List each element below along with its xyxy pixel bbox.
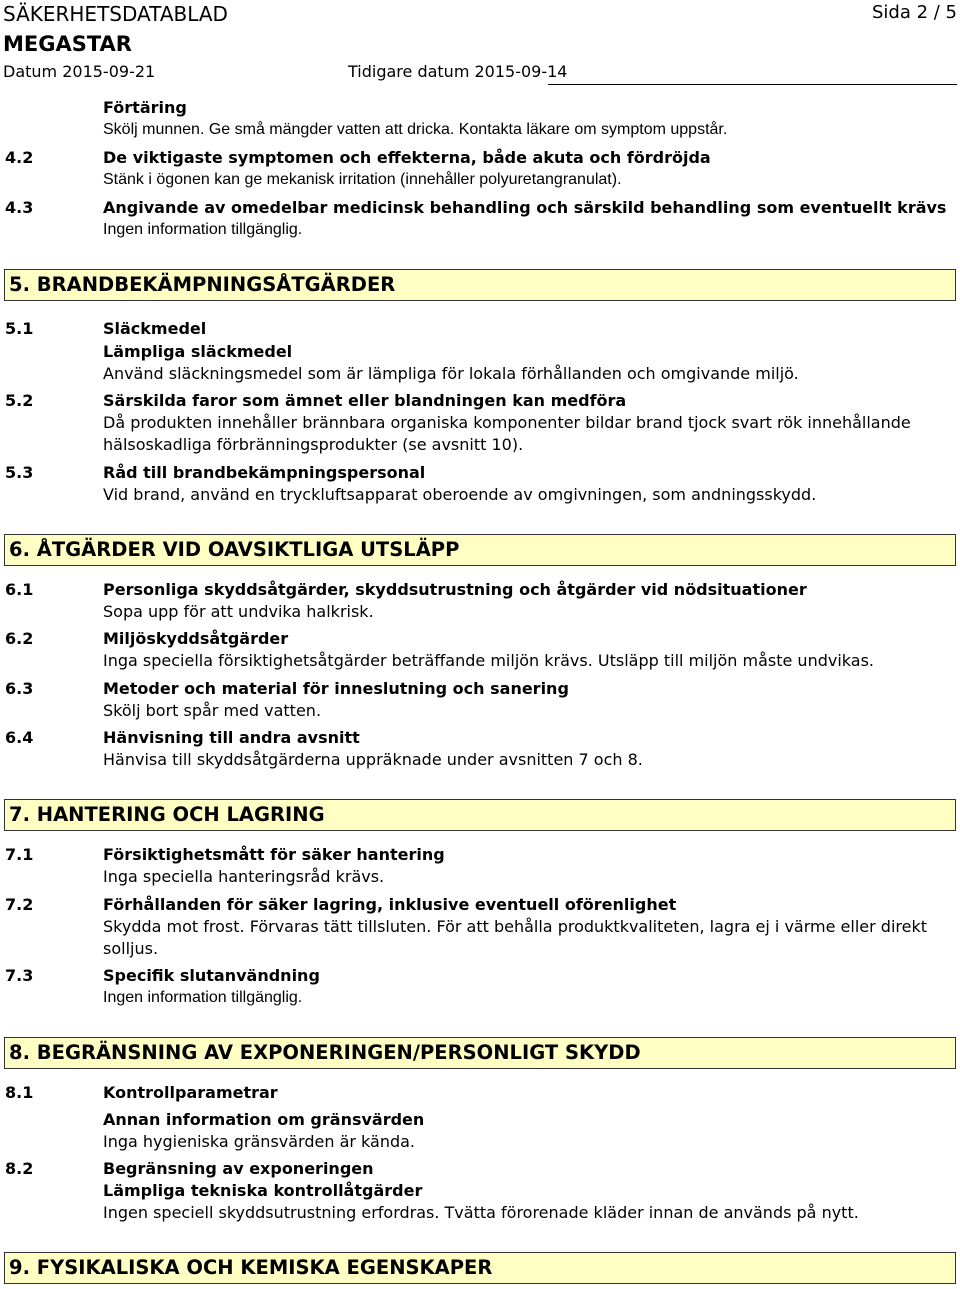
- subsection-text: Inga speciella försiktighetsåtgärder beträffande miljön krävs. Utsläpp till miljön måste undvikas.: [103, 651, 874, 670]
- subsection-number: 8.1: [5, 1083, 34, 1102]
- subsection-heading: Personliga skyddsåtgärder, skyddsutrustning och åtgärder vid nödsituationer: [103, 580, 807, 599]
- subsection-number: 8.2: [5, 1159, 34, 1178]
- subsection-heading: Förhållanden för säker lagring, inklusive eventuell oförenlighet: [103, 895, 677, 914]
- subsection-number: 6.2: [5, 629, 34, 648]
- subsection-heading: Råd till brandbekämpningspersonal: [103, 463, 426, 482]
- subsection-text: Sopa upp för att undvika halkrisk.: [103, 602, 374, 621]
- subsection-text: Använd släckningsmedel som är lämpliga för lokala förhållanden och omgivande miljö.: [103, 364, 799, 383]
- ingestion-heading: Förtäring: [103, 98, 187, 117]
- subsection-number: 6.1: [5, 580, 34, 599]
- subsection-heading: Miljöskyddsåtgärder: [103, 629, 289, 648]
- subsection-text: Ingen information tillgänglig.: [103, 221, 303, 238]
- document-title: SÄKERHETSDATABLAD: [3, 2, 228, 26]
- page-number: Sida 2 / 5: [871, 2, 957, 23]
- subsection-heading: Begränsning av exponeringen: [103, 1159, 374, 1178]
- subsection-text: Ingen speciell skyddsutrustning erfordras. Tvätta förorenade kläder innan de används på nytt.: [103, 1203, 859, 1222]
- subsection-number: 7.1: [5, 845, 34, 864]
- section-header: 9. FYSIKALISKA OCH KEMISKA EGENSKAPER: [4, 1252, 956, 1284]
- subsection-heading: Försiktighetsmått för säker hantering: [103, 845, 445, 864]
- section-header: 6. ÅTGÄRDER VID OAVSIKTLIGA UTSLÄPP: [4, 534, 956, 566]
- subsection-number: 5.3: [5, 463, 34, 482]
- subsection-number: 7.3: [5, 966, 34, 985]
- subsection-text: Inga hygieniska gränsvärden är kända.: [103, 1132, 416, 1151]
- subsection-number: 6.4: [5, 728, 34, 747]
- subsection-text: Hänvisa till skyddsåtgärderna uppräknade under avsnitten 7 och 8.: [103, 750, 643, 769]
- ingestion-text: Skölj munnen. Ge små mängder vatten att dricka. Kontakta läkare om symptom uppstår.: [103, 121, 728, 138]
- subsection-number: 4.3: [5, 198, 34, 217]
- product-name: MEGASTAR: [3, 32, 132, 56]
- document-header: [3, 0, 957, 88]
- subsection-heading: Kontrollparametrar: [103, 1083, 278, 1102]
- subsection-text: Ingen information tillgänglig.: [103, 989, 303, 1006]
- subsection-subheading: Lämpliga tekniska kontrollåtgärder: [103, 1181, 423, 1200]
- subsection-heading: Särskilda faror som ämnet eller blandningen kan medföra: [103, 391, 627, 410]
- subsection-heading: Släckmedel: [103, 319, 207, 338]
- subsection-text: Då produkten innehåller brännbara organiska komponenter bildar brand tjock svart rök innehållande: [103, 413, 911, 432]
- subsection-heading: Angivande av omedelbar medicinsk behandling och särskild behandling som eventuellt krävs: [103, 198, 947, 217]
- subsection-number: 6.3: [5, 679, 34, 698]
- subsection-number: 5.2: [5, 391, 34, 410]
- issue-date: Datum 2015-09-21: [3, 62, 156, 81]
- section-header: 7. HANTERING OCH LAGRING: [4, 799, 956, 831]
- subsection-heading: De viktigaste symptomen och effekterna, både akuta och fördröjda: [103, 148, 711, 167]
- previous-date: Tidigare datum 2015-09-14: [348, 62, 568, 81]
- subsection-number: 5.1: [5, 319, 34, 338]
- subsection-text: Inga speciella hanteringsråd krävs.: [103, 867, 385, 886]
- header-divider: [548, 84, 957, 85]
- subsection-heading: Metoder och material för inneslutning och sanering: [103, 679, 569, 698]
- subsection-text: Stänk i ögonen kan ge mekanisk irritation (innehåller polyuretangranulat).: [103, 171, 622, 188]
- subsection-number: 4.2: [5, 148, 34, 167]
- subsection-text: hälsoskadliga förbränningsprodukter (se avsnitt 10).: [103, 435, 524, 454]
- section-header: 8. BEGRÄNSNING AV EXPONERINGEN/PERSONLIGT SKYDD: [4, 1037, 956, 1069]
- subsection-text: Skydda mot frost. Förvaras tätt tillsluten. För att behålla produktkvaliteten, lagra ej i värme eller direkt: [103, 917, 927, 936]
- subsection-subheading: Lämpliga släckmedel: [103, 342, 293, 361]
- subsection-number: 7.2: [5, 895, 34, 914]
- subsection-text: solljus.: [103, 939, 159, 958]
- subsection-subheading: Annan information om gränsvärden: [103, 1110, 425, 1129]
- subsection-text: Vid brand, använd en tryckluftsapparat oberoende av omgivningen, som andningsskydd.: [103, 485, 817, 504]
- subsection-heading: Specifik slutanvändning: [103, 966, 320, 985]
- subsection-text: Skölj bort spår med vatten.: [103, 701, 322, 720]
- section-header: 5. BRANDBEKÄMPNINGSÅTGÄRDER: [4, 269, 956, 301]
- subsection-heading: Hänvisning till andra avsnitt: [103, 728, 360, 747]
